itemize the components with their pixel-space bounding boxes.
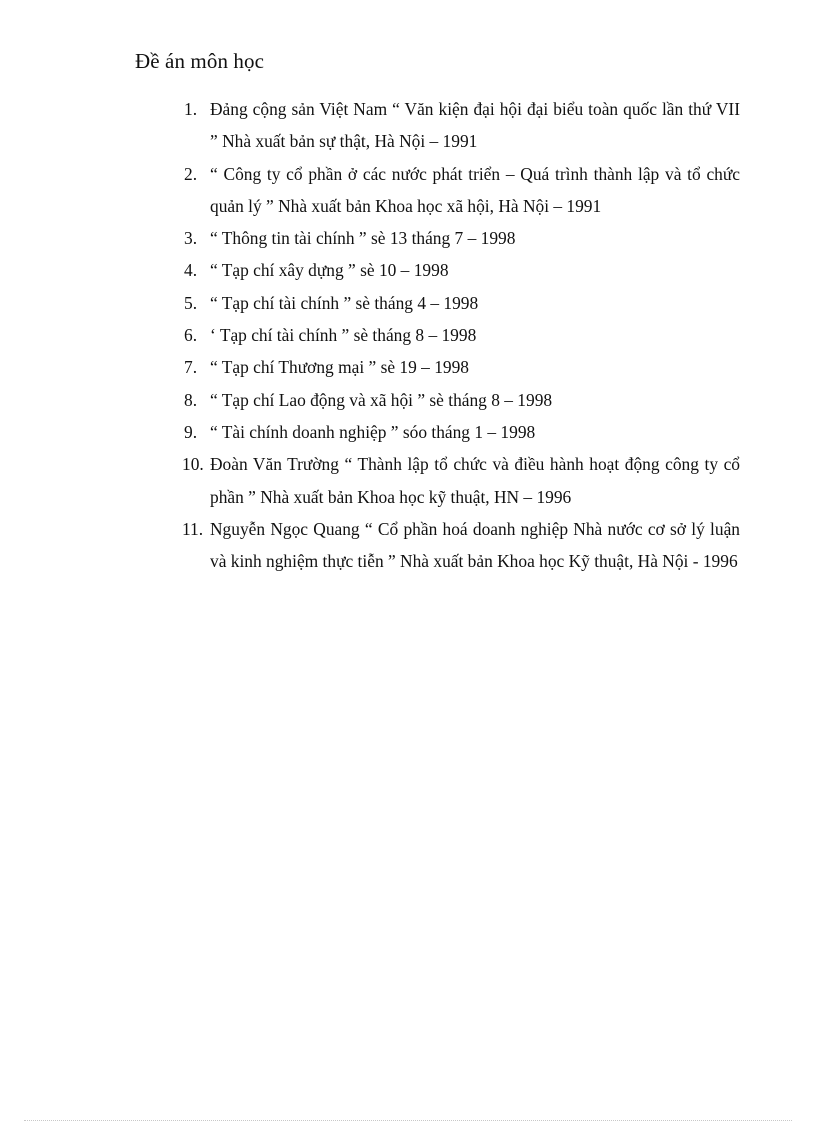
reference-text: Đoàn Văn Trường “ Thành lập tổ chức và điều hành hoạt động công ty cổ phần ” Nhà xuất bản Khoa học kỹ thuật, HN – 1996 [210,454,740,507]
reference-item [182,93,740,158]
reference-text: ‘ Tạp chí tài chính ” sè tháng 8 – 1998 [210,325,477,346]
reference-item [182,384,740,416]
reference-number: 2. [184,163,198,184]
reference-text: Nguyễn Ngọc Quang “ Cổ phần hoá doanh nghiệp Nhà nước cơ sở lý luận và kinh nghiệm thực tiễn ” Nhà xuất bản Khoa học Kỹ thuật, Hà Nội - 1996 [210,518,740,572]
reference-number: 10. [182,454,204,475]
reference-item [182,513,740,578]
reference-list [182,93,740,577]
reference-item [182,319,740,351]
reference-item [182,287,740,319]
reference-number: 9. [184,421,198,442]
reference-number: 8. [184,389,198,410]
reference-text: “ Tạp chí Thương mại ” sè 19 – 1998 [210,357,469,378]
reference-item [182,448,740,513]
reference-item [182,351,740,383]
reference-text: “ Thông tin tài chính ” sè 13 tháng 7 – 1998 [210,228,516,249]
reference-number: 6. [184,325,198,346]
reference-number: 1. [184,99,198,119]
reference-number: 11. [182,518,204,539]
reference-number: 5. [184,292,198,313]
reference-text: “ Tạp chí xây dựng ” sè 10 – 1998 [210,260,449,281]
reference-number: 7. [184,357,198,378]
reference-text: “ Tài chính doanh nghiệp ” sóo tháng 1 – 1998 [210,421,536,442]
reference-item [182,416,740,448]
reference-text: “ Công ty cổ phần ở các nước phát triển – Quá trình thành lập và tổ chức quản lý ” Nhà xuất bản Khoa học xã hội, Hà Nội – 1991 [210,163,740,216]
reference-number: 4. [184,260,198,281]
reference-text: Đảng cộng sản Việt Nam “ Văn kiện đại hội đại biểu toàn quốc lần thứ VII ” Nhà xuất bản sự thật, Hà Nội – 1991 [210,99,740,152]
reference-item [182,254,740,286]
page-bottom-divider [24,1120,792,1121]
reference-item [182,222,740,254]
page-header-title: Đề án môn học [135,49,265,73]
reference-text: “ Tạp chí tài chính ” sè tháng 4 – 1998 [210,292,479,313]
reference-item [182,158,740,223]
reference-text: “ Tạp chí Lao động và xã hội ” sè tháng 8 – 1998 [210,389,553,410]
reference-number: 3. [184,228,198,249]
